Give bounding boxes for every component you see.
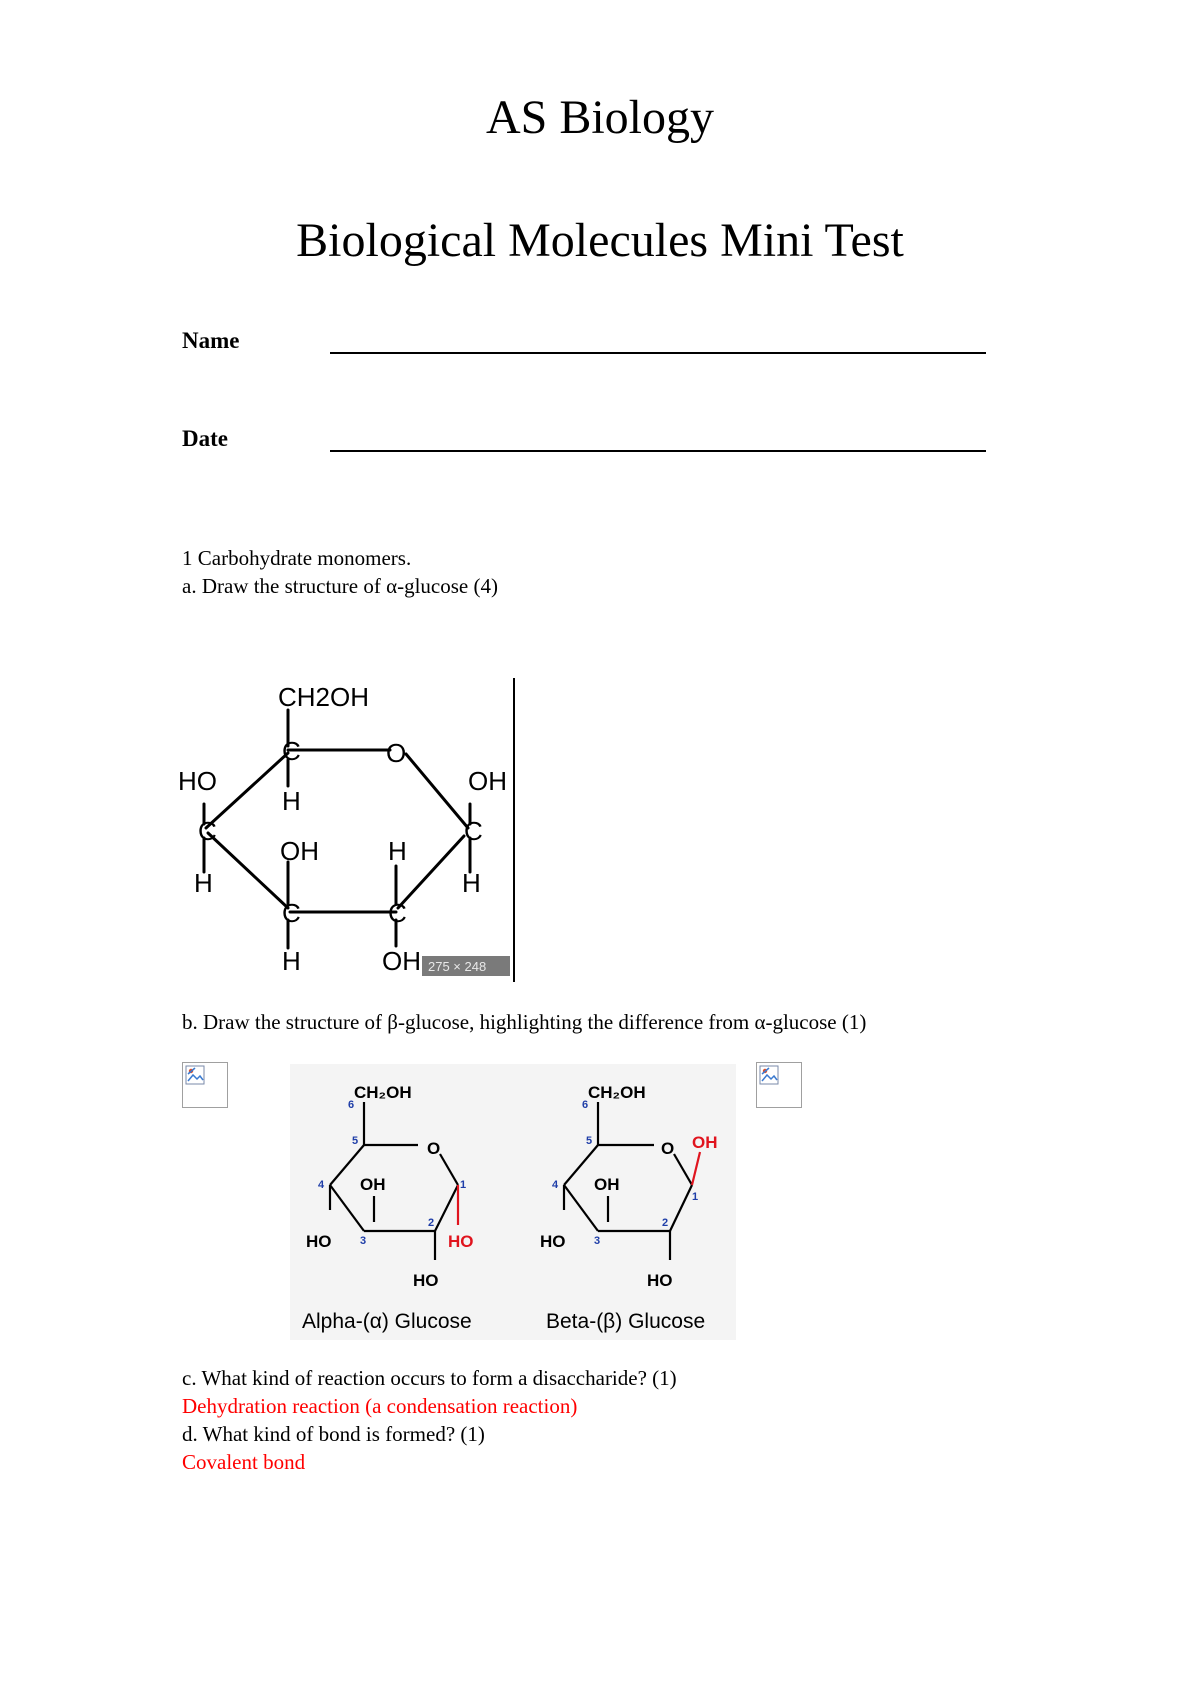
- date-label: Date: [182, 426, 228, 451]
- oh-mid-label: OH: [280, 836, 319, 866]
- broken-image-icon: [756, 1062, 802, 1108]
- beta-carbon-number-5: 5: [586, 1135, 593, 1147]
- h-label-c1: H: [462, 868, 481, 898]
- h-label-c3: H: [282, 946, 301, 976]
- alpha-ho-left: HO: [306, 1232, 332, 1251]
- beta-oh-top: OH: [594, 1175, 620, 1194]
- alpha-carbon-number-3: 3: [360, 1235, 367, 1247]
- oh-right-label: OH: [468, 766, 507, 796]
- beta-carbon-number-6: 6: [582, 1099, 589, 1111]
- beta-oh-highlight: OH: [692, 1133, 718, 1152]
- date-field[interactable]: [330, 450, 986, 452]
- beta-ring-oxygen: O: [661, 1139, 675, 1158]
- alpha-carbon-number-6: 6: [348, 1099, 355, 1111]
- alpha-oh-top: OH: [360, 1175, 386, 1194]
- oh-bottom-label: OH: [382, 946, 421, 976]
- h-label-c5: H: [282, 786, 301, 816]
- beta-carbon-number-1: 1: [692, 1191, 699, 1203]
- alpha-caption: Alpha-(α) Glucose: [302, 1310, 472, 1333]
- name-label: Name: [182, 328, 240, 353]
- ring-carbon-3: C: [282, 898, 301, 928]
- question-1a: a. Draw the structure of α-glucose (4): [182, 574, 498, 598]
- alpha-carbon-number-1: 1: [460, 1179, 467, 1191]
- ring-carbon-1: C: [464, 816, 483, 846]
- question-1b: b. Draw the structure of β-glucose, highlighting the difference from α-glucose (1): [182, 1010, 867, 1034]
- alpha-beta-glucose-figure: [290, 1064, 736, 1340]
- ring-carbon-4: C: [198, 816, 217, 846]
- h-label-c4: H: [194, 868, 213, 898]
- beta-ho-left: HO: [540, 1232, 566, 1251]
- question-1c: c. What kind of reaction occurs to form a disaccharide? (1): [182, 1366, 677, 1390]
- alpha-glucose-drawing: [178, 678, 518, 982]
- test-title: Biological Molecules Mini Test: [296, 214, 904, 267]
- ring-carbon-2: C: [388, 898, 407, 928]
- alpha-ring-oxygen: O: [427, 1139, 441, 1158]
- size-badge-text: 275 × 248: [428, 959, 487, 974]
- alpha-ch2oh-label: CH₂OH: [354, 1083, 412, 1102]
- beta-ch2oh-label: CH₂OH: [588, 1083, 646, 1102]
- question-1-heading: 1 Carbohydrate monomers.: [182, 546, 412, 570]
- beta-ho-bottom: HO: [647, 1271, 673, 1290]
- answer-1d: Covalent bond: [182, 1450, 306, 1474]
- ring-oxygen: O: [386, 738, 407, 768]
- page-title: AS Biology: [485, 91, 715, 144]
- alpha-ch2oh-label: CH2OH: [278, 682, 370, 712]
- beta-caption: Beta-(β) Glucose: [546, 1310, 706, 1333]
- beta-carbon-number-2: 2: [662, 1217, 669, 1229]
- question-1d: d. What kind of bond is formed? (1): [182, 1422, 485, 1446]
- alpha-carbon-number-2: 2: [428, 1217, 435, 1229]
- alpha-carbon-number-4: 4: [318, 1179, 325, 1191]
- broken-image-icon: [182, 1062, 228, 1108]
- alpha-ho-highlight: HO: [448, 1232, 474, 1251]
- alpha-carbon-number-5: 5: [352, 1135, 359, 1147]
- beta-carbon-number-3: 3: [594, 1235, 601, 1247]
- ring-carbon-5: C: [282, 736, 301, 766]
- ho-left-label: HO: [178, 766, 217, 796]
- answer-1c: Dehydration reaction (a condensation reaction): [182, 1394, 578, 1418]
- name-field[interactable]: [330, 352, 986, 354]
- beta-carbon-number-4: 4: [552, 1179, 559, 1191]
- h-label-c2: H: [388, 836, 407, 866]
- alpha-ho-bottom: HO: [413, 1271, 439, 1290]
